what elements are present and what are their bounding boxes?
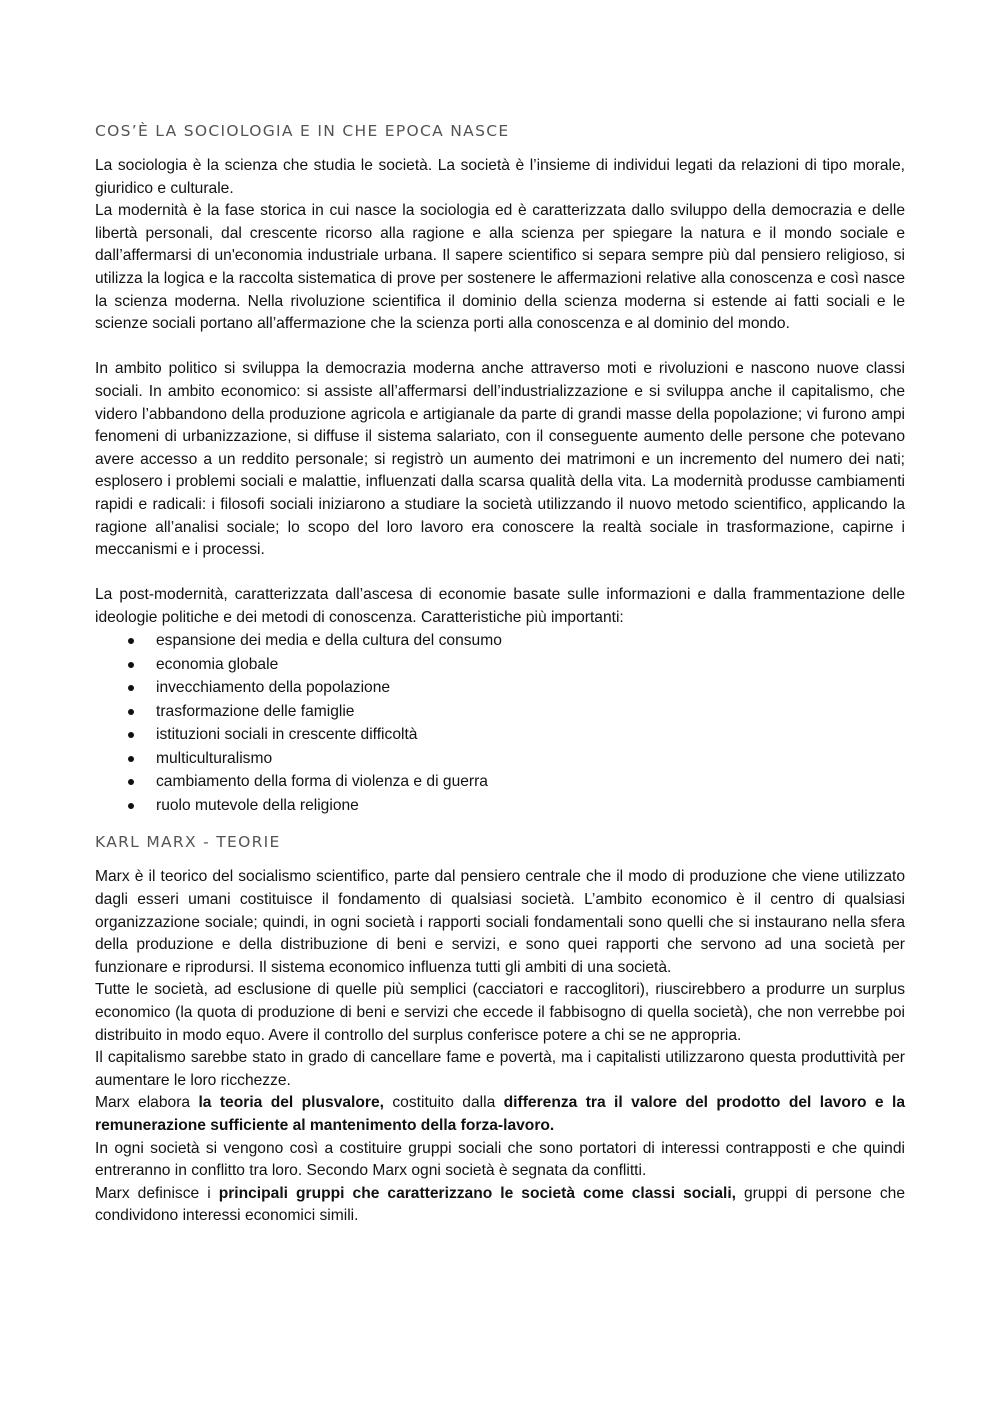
text-run: costituito dalla	[383, 1094, 504, 1112]
section-heading-marx: KARL MARX - TEORIE	[95, 833, 281, 852]
list-item-text: ruolo mutevole della religione	[156, 796, 359, 814]
list-item-text: trasformazione delle famiglie	[156, 702, 355, 720]
list-item	[95, 653, 905, 677]
list-item-text: cambiamento della forma di violenza e di guerra	[156, 773, 488, 791]
list-item	[95, 770, 905, 794]
paragraph: Marx è il teorico del socialismo scientifico, parte dal pensiero centrale che il modo di produzione che viene utilizzato dagli esseri umani costituisce il fondamento di qualsiasi società. L’ambito economico è il centro di qualsiasi organizzazione sociale; quindi, in ogni società i rapporti sociali fondamentali sono quelli che si instaurano nella sfera della produzione e della distribuzione di beni e servizi, e sono quei rapporti che servono ad una società per funzionare e riprodursi. Il sistema economico influenza tutti gli ambiti di una società.	[95, 868, 905, 976]
section-heading-sociologia: COS’È LA SOCIOLOGIA E IN CHE EPOCA NASCE	[95, 122, 510, 140]
bullet-icon	[128, 803, 134, 809]
list-item	[95, 700, 905, 724]
paragraph: La post-modernità, caratterizzata dall’ascesa di economie basate sulle informazioni e dalla frammentazione delle ideologie politiche e dei metodi di conoscenza. Caratteristiche più importanti:	[95, 586, 905, 626]
bullet-icon	[128, 638, 134, 644]
document-page	[95, 118, 905, 1228]
list-item-text: multiculturalismo	[156, 749, 273, 767]
text-run: gruppi di persone che condividono interessi economici simili.	[95, 1184, 905, 1225]
list-item	[95, 794, 905, 818]
bullet-icon	[128, 662, 134, 668]
list-item	[95, 723, 905, 747]
bullet-icon	[128, 685, 134, 691]
bullet-icon	[128, 709, 134, 715]
bold-text: principali gruppi che caratterizzano le società come classi sociali,	[218, 1184, 736, 1202]
bullet-icon	[128, 756, 134, 762]
list-item-text: invecchiamento della popolazione	[156, 679, 391, 697]
list-item	[95, 629, 905, 653]
postmodernity-features-list	[95, 629, 905, 817]
bold-text: la teoria del plusvalore,	[198, 1094, 384, 1112]
text-run: Marx definisce i	[95, 1184, 219, 1202]
list-item	[95, 676, 905, 700]
list-item-text: espansione dei media e della cultura del consumo	[156, 632, 502, 650]
paragraph: In ambito politico si sviluppa la democrazia moderna anche attraverso moti e rivoluzioni e nascono nuove classi sociali. In ambito economico: si assiste all’affermarsi dell’industrializzazione e si sviluppa anche il capitalismo, che videro l’abbandono della produzione agricola e artigianale da parte di grandi masse della popolazione; vi furono ampi fenomeni di urbanizzazione, si diffuse il sistema salariato, con il conseguente aumento delle persone che potevano avere accesso a un reddito personale; si registrò un aumento dei matrimoni e un incremento del numero dei nati; esplosero i problemi sociali e malattie, influenzati dalla scarsa qualità della vita. La modernità produsse cambiamenti rapidi e radicali: i filosofi sociali iniziarono a studiare la società utilizzando il nuovo metodo scientifico, applicando la ragione all’analisi sociale; lo scopo del loro lavoro era conoscere la realtà sociale in trasformazione, capirne i meccanismi e i processi.	[95, 360, 905, 559]
paragraph-plusvalore	[95, 1092, 905, 1137]
list-item-text: economia globale	[156, 655, 279, 673]
paragraph-classi-sociali	[95, 1183, 905, 1228]
list-item-text: istituzioni sociali in crescente difficoltà	[156, 726, 418, 744]
bullet-icon	[128, 732, 134, 738]
bullet-icon	[128, 779, 134, 785]
text-run: Marx elabora	[95, 1094, 199, 1112]
paragraph: Tutte le società, ad esclusione di quelle più semplici (cacciatori e raccoglitori), riuscirebbero a produrre un surplus economico (la quota di produzione di beni e servizi che eccede il fabbisogno di quella società), che non verrebbe poi distribuito in modo equo. Avere il controllo del surplus conferisce potere a chi se ne appropria.	[95, 981, 905, 1044]
bold-text: differenza tra il valore del prodotto del lavoro e la remunerazione sufficiente al mantenimento della forza-lavoro.	[95, 1094, 905, 1134]
paragraph: In ogni società si vengono così a costituire gruppi sociali che sono portatori di interessi contrapposti e che quindi entreranno in conflitto tra loro. Secondo Marx ogni società è segnata da conflitti.	[95, 1139, 905, 1180]
paragraph: La modernità è la fase storica in cui nasce la sociologia ed è caratterizzata dallo sviluppo della democrazia e delle libertà personali, dal crescente ricorso alla ragione e alla scienza per spiegare la natura e il mondo sociale e dall’affermarsi di un'economia industriale urbana. Il sapere scientifico si separa sempre più dal pensiero religioso, si utilizza la logica e la raccolta sistematica di prove per sostenere le affermazioni relative alla conoscenza e così nasce la scienza moderna. Nella rivoluzione scientifica il dominio della scienza moderna si estende ai fatti sociali e le scienze sociali portano all’affermazione che la scienza porti alla conoscenza e al dominio del mondo.	[95, 202, 905, 333]
list-item	[95, 747, 905, 771]
paragraph: La sociologia è la scienza che studia le società. La società è l’insieme di individui legati da relazioni di tipo morale, giuridico e culturale.	[95, 157, 905, 197]
paragraph: Il capitalismo sarebbe stato in grado di cancellare fame e povertà, ma i capitalisti utilizzarono questa produttività per aumentare le loro ricchezze.	[95, 1049, 905, 1089]
